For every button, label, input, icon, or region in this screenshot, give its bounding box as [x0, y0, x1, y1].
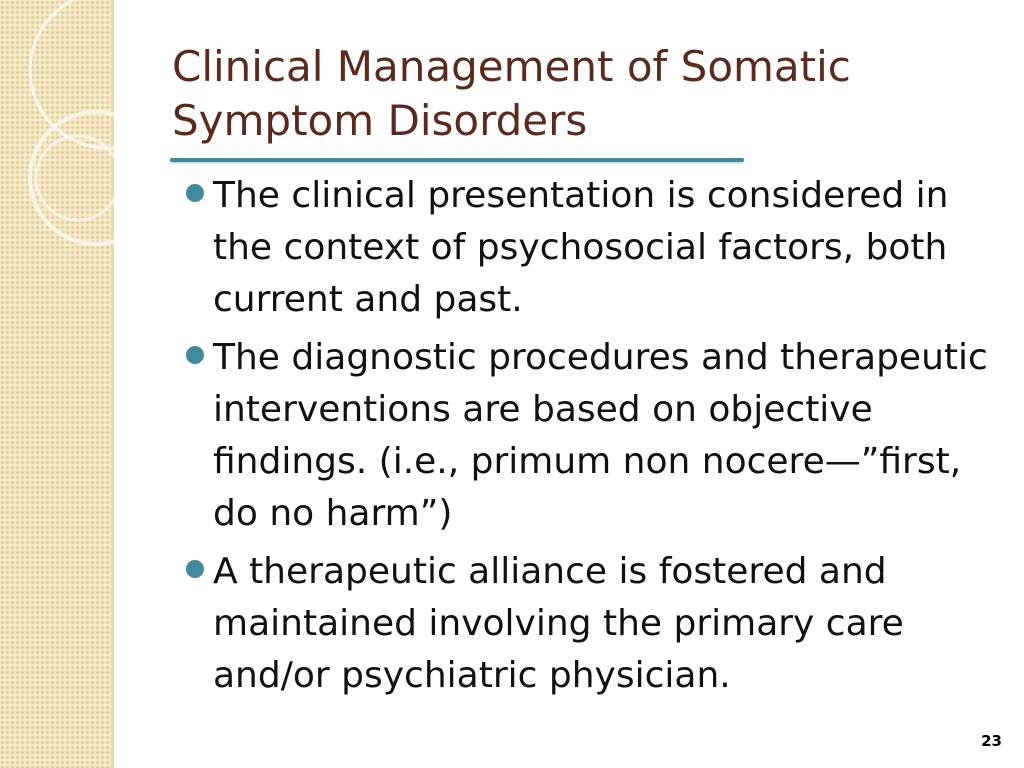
bullet-list — [182, 170, 1002, 708]
bullet-dot-icon — [186, 346, 204, 364]
decorative-ring-icon — [36, 136, 120, 220]
bullet-text: The clinical presentation is considered in the context of psychosocial factors, both current and past. — [213, 175, 949, 320]
decorative-ring-icon — [30, 0, 160, 148]
bullet-dot-icon — [186, 560, 204, 578]
title-underline — [170, 158, 744, 162]
bullet-item — [182, 332, 1002, 540]
slide-title: Clinical Management of Somatic Symptom Disorders — [172, 42, 851, 145]
decorative-ring-icon — [30, 112, 160, 244]
bullet-dot-icon — [186, 184, 204, 202]
bullet-text: A therapeutic alliance is fostered and maintained involving the primary care and/or psychiatric physician. — [213, 551, 904, 696]
decorative-rings — [0, 0, 160, 300]
bullet-item — [182, 170, 1002, 326]
bullet-text: The diagnostic procedures and therapeutic interventions are based on objective findings. (i.e., primum non nocere—”first, do no harm”) — [213, 337, 988, 534]
page-number: 23 — [981, 732, 1002, 750]
bullet-item — [182, 546, 1002, 702]
